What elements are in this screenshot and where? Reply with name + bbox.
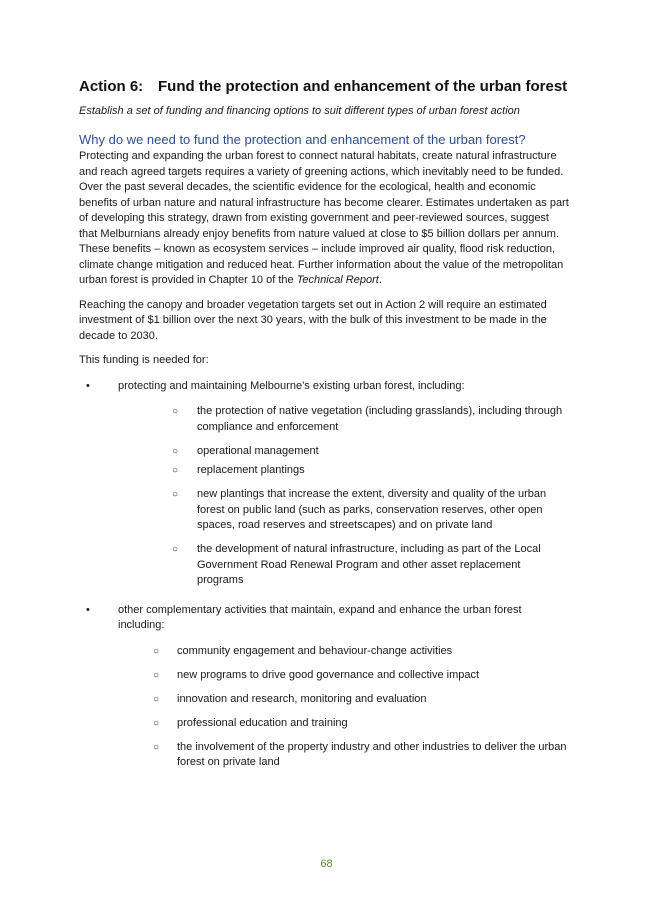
sub-list-item-text: operational management [197,444,319,457]
sub-list-item-text: the protection of native vegetation (including grasslands), including through compliance and enforcement [197,405,563,433]
sub-list-item-text: community engagement and behaviour-change activities [177,644,453,657]
circle-bullet-icon: ○ [153,645,160,657]
sub-list-item [118,404,569,435]
bullet-icon: • [86,603,90,616]
circle-bullet-icon: ○ [153,693,160,705]
circle-bullet-icon: ○ [153,741,160,753]
paragraph-investment: Reaching the canopy and broader vegetation targets set out in Action 2 will require an estimated investment of $1 billion over the next 30 years, with the bulk of this investment to be made in the decade to 2030. [79,298,547,342]
sub-list-item-text: new plantings that increase the extent, diversity and quality of the urban forest on public land (such as parks, conservation reserves, other open spaces, road reserves and streetscapes) and on private land [197,488,547,531]
page-number: 68 [320,858,333,870]
sub-list-item [118,542,569,589]
paragraph-funding-lead: This funding is needed for: [79,354,209,366]
action-title: Fund the protection and enhancement of the urban forest [158,78,568,95]
sub-list-item [118,668,569,684]
sub-list [118,644,569,771]
sub-list-item [118,716,569,732]
sub-list-item-text: replacement plantings [197,464,305,476]
sub-list [118,404,569,589]
paragraph-intro [79,149,569,289]
sub-list-item [118,487,569,534]
action-heading [79,78,569,96]
list-item-text: other complementary activities that maintain, expand and enhance the urban forest including: [118,603,522,631]
sub-list-item-text: the development of natural infrastructure, including as part of the Local Government Road Renewal Program and other asset replacement programs [197,543,541,586]
sub-list-item-text: professional education and training [177,716,348,729]
circle-bullet-icon: ○ [172,544,179,555]
paragraph-intro-text: Protecting and expanding the urban forest to connect natural habitats, create natural infrastructure and reach agreed targets requires a variety of greening actions, which inevitably need to be funded. Over the past several decades, the scientific evidence for the ecological, health and economic benefits of urban nature and natural infrastructure has become clearer. Estimates undertaken as part of developing this strategy, drawn from existing government and peer-reviewed sources, suggest that Melburnians already enjoy benefits from nature valued at close to $5 billion dollars per annum. These benefits – known as ecosystem services – include improved air quality, flood risk reduction, climate change mitigation and reduced heat. Further information about the value of the metropolitan urban forest is provided in Chapter 10 of the [79,150,569,286]
sub-list-item-text: the involvement of the property industry and other industries to deliver the urban forest on private land [177,740,567,768]
paragraph-intro-end: . [378,274,382,286]
list-item-text: protecting and maintaining Melbourne’s existing urban forest, including: [118,379,465,392]
section-question: Why do we need to fund the protection and enhancement of the urban forest? [79,132,526,147]
circle-bullet-icon: ○ [172,489,179,500]
sub-list-item-text: new programs to drive good governance and collective impact [177,668,480,681]
sub-list-item [118,444,569,460]
action-number: Action 6: [79,78,144,95]
funding-list [79,379,569,771]
sub-list-item [118,463,569,479]
circle-bullet-icon: ○ [172,445,179,457]
sub-list-item-text: innovation and research, monitoring and evaluation [177,692,427,705]
document-page [79,78,569,771]
sub-list-item [118,692,569,708]
bullet-icon: • [86,379,90,392]
circle-bullet-icon: ○ [153,669,160,681]
sub-list-item [118,644,569,660]
circle-bullet-icon: ○ [172,465,179,476]
list-item [79,603,569,771]
sub-list-item [118,740,569,771]
circle-bullet-icon: ○ [153,717,160,729]
circle-bullet-icon: ○ [172,406,179,417]
list-item [79,379,569,589]
action-subtitle: Establish a set of funding and financing options to suit different types of urban forest action [79,105,520,117]
technical-report-reference: Technical Report [296,274,379,286]
